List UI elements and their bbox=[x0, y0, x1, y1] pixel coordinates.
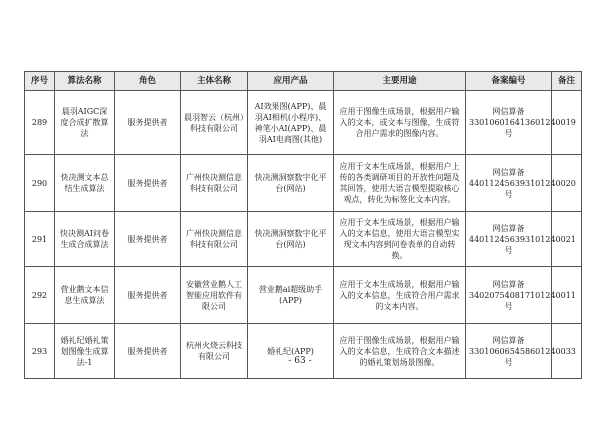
cell-entity-name: 杭州火烧云科技有限公司 bbox=[181, 324, 248, 379]
cell-entity-name: 广州快决测信息科技有限公司 bbox=[181, 155, 248, 212]
cell-filing-number: 网信算备440112456393101240020号 bbox=[466, 155, 552, 212]
cell-seq: 289 bbox=[25, 91, 55, 155]
cell-role: 服务提供者 bbox=[115, 155, 181, 212]
cell-seq: 292 bbox=[25, 267, 55, 324]
cell-role: 服务提供者 bbox=[115, 91, 181, 155]
header-application-product: 应用产品 bbox=[248, 72, 334, 91]
cell-application-product: 快决测洞察数字化平台(网站) bbox=[248, 155, 334, 212]
cell-application-product: 营业鹅ai超级助手(APP) bbox=[248, 267, 334, 324]
header-remark: 备注 bbox=[552, 72, 582, 91]
cell-entity-name: 晨羽智云（杭州）科技有限公司 bbox=[181, 91, 248, 155]
header-main-purpose: 主要用途 bbox=[334, 72, 466, 91]
header-seq: 序号 bbox=[25, 72, 55, 91]
table-header-row bbox=[25, 72, 582, 91]
cell-application-product: 婚礼纪(APP) bbox=[248, 324, 334, 379]
cell-entity-name: 安徽营业鹅人工智能应用软件有限公司 bbox=[181, 267, 248, 324]
cell-seq: 290 bbox=[25, 155, 55, 212]
cell-filing-number: 网信算备330106065458601240033号 bbox=[466, 324, 552, 379]
cell-algorithm-name: 晨羽AIGC深度合成扩散算法 bbox=[55, 91, 115, 155]
cell-main-purpose: 应用于文本生成场景，根据用户输入的文本信息，使用大语言模型实现文本内容到问卷表单的自动转换。 bbox=[334, 212, 466, 267]
cell-application-product: AI效果图(APP)、晨羽AI相机(小程序)、神笔小AI(APP)、晨羽AI电商图(其他) bbox=[248, 91, 334, 155]
cell-filing-number: 网信算备440112456393101240021号 bbox=[466, 212, 552, 267]
cell-role: 服务提供者 bbox=[115, 267, 181, 324]
cell-algorithm-name: 婚礼纪婚礼策划图像生成算法-1 bbox=[55, 324, 115, 379]
cell-filing-number: 网信算备340207540817101240011号 bbox=[466, 267, 552, 324]
cell-algorithm-name: 营业鹅文本信息生成算法 bbox=[55, 267, 115, 324]
header-algorithm-name: 算法名称 bbox=[55, 72, 115, 91]
cell-role: 服务提供者 bbox=[115, 212, 181, 267]
cell-role: 服务提供者 bbox=[115, 324, 181, 379]
table-row bbox=[25, 267, 582, 324]
algorithm-registry-table bbox=[24, 71, 582, 379]
cell-main-purpose: 应用于文本生成场景，根据用户上传的各类调研项目的开放性问题及其回答，使用大语言模型提取核心观点，转化为标签化文本内容。 bbox=[334, 155, 466, 212]
header-filing-number: 备案编号 bbox=[466, 72, 552, 91]
cell-main-purpose: 应用于文本生成场景，根据用户输入的文本信息，生成符合用户需求的文本内容。 bbox=[334, 267, 466, 324]
cell-seq: 291 bbox=[25, 212, 55, 267]
table-row bbox=[25, 212, 582, 267]
cell-seq: 293 bbox=[25, 324, 55, 379]
cell-main-purpose: 应用于图像生成场景，根据用户输入的文本，或文本与图像，生成符合用户需求的图像内容。 bbox=[334, 91, 466, 155]
table-row bbox=[25, 324, 582, 379]
page-number: - 63 - bbox=[288, 356, 312, 366]
table-row bbox=[25, 91, 582, 155]
cell-main-purpose: 应用于图像生成场景，根据用户输入的文本信息，生成符合文本描述的婚礼策划场景图像。 bbox=[334, 324, 466, 379]
header-entity-name: 主体名称 bbox=[181, 72, 248, 91]
cell-filing-number: 网信算备330106016413601240019号 bbox=[466, 91, 552, 155]
cell-algorithm-name: 快决测文本总结生成算法 bbox=[55, 155, 115, 212]
cell-algorithm-name: 快决测AI问卷生成合成算法 bbox=[55, 212, 115, 267]
cell-entity-name: 广州快决测信息科技有限公司 bbox=[181, 212, 248, 267]
table-row bbox=[25, 155, 582, 212]
cell-application-product: 快决测洞察数字化平台(网站) bbox=[248, 212, 334, 267]
header-role: 角色 bbox=[115, 72, 181, 91]
